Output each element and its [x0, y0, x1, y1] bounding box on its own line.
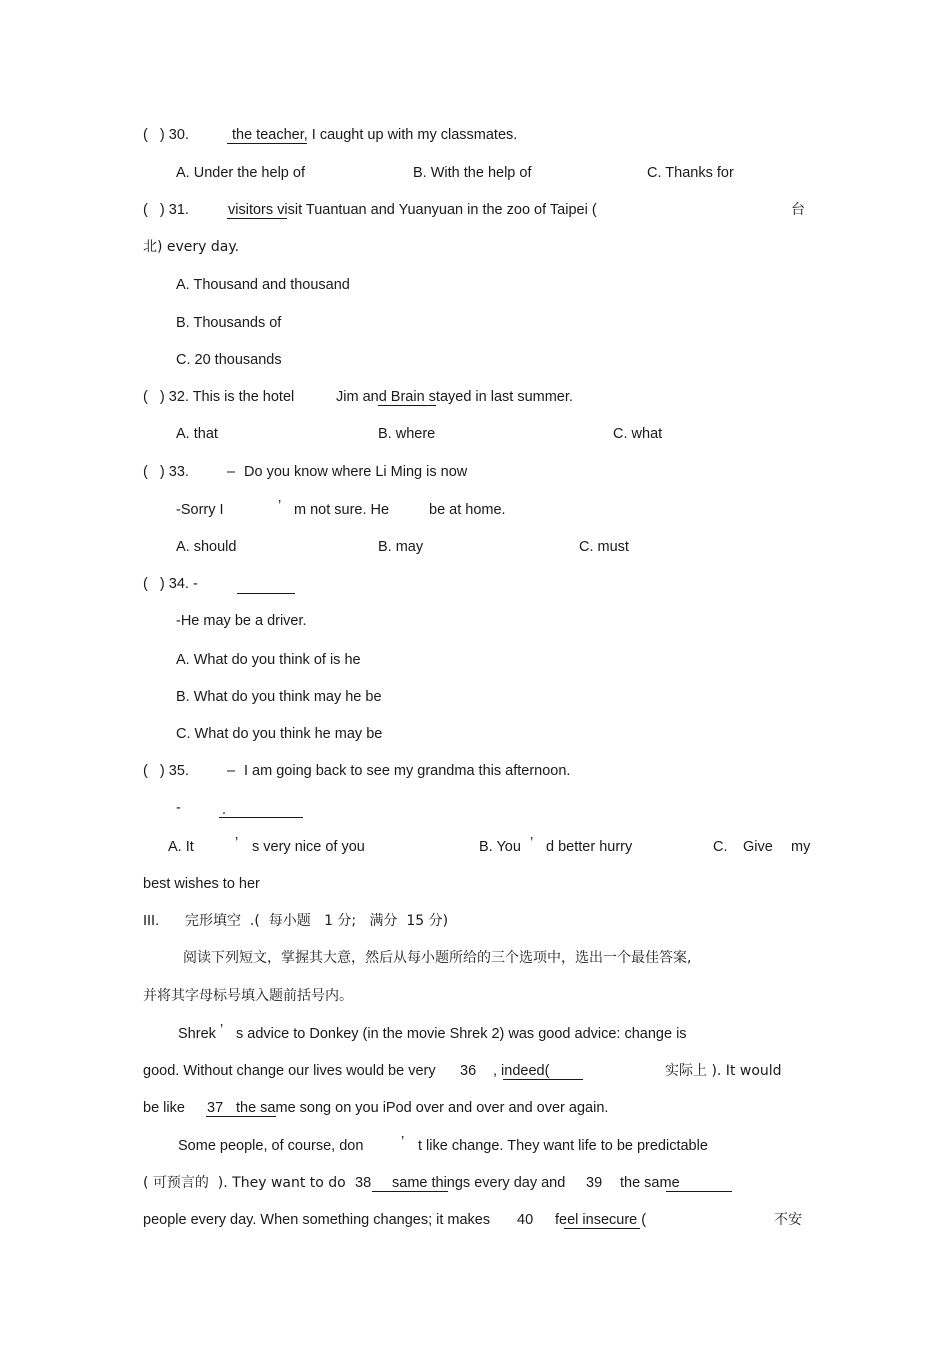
- q32-stem: Jim and Brain stayed in last summer.: [336, 389, 573, 405]
- q30-number: ( ) 30.: [143, 127, 189, 143]
- q34-option-b: B. What do you think may he be: [176, 689, 382, 705]
- q35-reply-dot: .: [222, 802, 227, 818]
- q35-number: ( ) 35.: [143, 763, 189, 779]
- q32-option-b: B. where: [378, 426, 436, 442]
- q35-stem: I am going back to see my grandma this afternoon.: [244, 763, 571, 779]
- q34-number: ( ) 34. -: [143, 576, 198, 592]
- section-instruction-line1: 阅读下列短文，掌握其大意，然后从每小题所给的三个选项中，选出一个最佳答案,: [183, 950, 692, 966]
- q31-blank: [227, 218, 287, 219]
- q35-blank: [219, 817, 303, 818]
- passage-line2-middle: , indeed(: [493, 1063, 550, 1079]
- passage-line2-start: good. Without change our lives would be very: [143, 1063, 436, 1079]
- q33-option-c: C. must: [579, 539, 629, 555]
- q33-stem: Do you know where Li Ming is now: [244, 464, 468, 480]
- passage-line6-middle: feel insecure (: [555, 1212, 647, 1228]
- passage-line4-apostrophe: ’: [401, 1134, 405, 1150]
- q31-cjk-tai: 台: [791, 202, 805, 218]
- q30-blank: [227, 143, 307, 144]
- q33-option-b: B. may: [378, 539, 424, 555]
- q32-option-a: A. that: [176, 426, 218, 442]
- q35-option-c-word2: my: [791, 839, 811, 855]
- passage-line1-end: s advice to Donkey (in the movie Shrek 2) was good advice: change is: [236, 1026, 687, 1042]
- passage-line5-end: the same: [620, 1175, 680, 1191]
- blank-number-37: 37: [207, 1100, 224, 1116]
- q31-number: ( ) 31.: [143, 202, 189, 218]
- passage-line1-apostrophe: ’: [220, 1022, 224, 1038]
- q30-stem: the teacher, I caught up with my classmates.: [232, 127, 518, 143]
- q31-stem: visitors visit Tuantuan and Yuanyuan in the zoo of Taipei (: [228, 202, 597, 218]
- q35-option-c-word1: Give: [743, 839, 773, 855]
- q34-reply: -He may be a driver.: [176, 613, 307, 629]
- blank-number-40: 40: [517, 1212, 534, 1228]
- q31-option-a: A. Thousand and thousand: [176, 277, 350, 293]
- q33-apostrophe: ’: [278, 498, 282, 514]
- q35-option-b-end: d better hurry: [546, 839, 633, 855]
- q33-option-a: A. should: [176, 539, 237, 555]
- passage-line4-start: Some people, of course, don: [178, 1138, 364, 1154]
- blank-40-underline: [564, 1228, 640, 1229]
- blank-36-underline: [503, 1079, 583, 1080]
- q35-option-a-end: s very nice of you: [252, 839, 365, 855]
- blank-number-36: 36: [460, 1063, 477, 1079]
- q33-reply-middle: m not sure. He: [294, 502, 390, 518]
- q35-option-b-apostrophe: ’: [530, 835, 534, 851]
- passage-line5-start: ( 可预言的 ). They want to do: [143, 1175, 346, 1191]
- q35-option-a-apostrophe: ’: [235, 835, 239, 851]
- blank-37-underline: [206, 1116, 276, 1117]
- q31-continuation: 北) every day.: [143, 239, 240, 255]
- passage-line3-end: the same song on you iPod over and over and over again.: [236, 1100, 609, 1116]
- blank-38-underline: [372, 1191, 448, 1192]
- q35-option-c-letter: C.: [713, 839, 728, 855]
- q30-option-a: A. Under the help of: [176, 165, 305, 181]
- q35-reply-dash: -: [176, 800, 181, 816]
- passage-line4-end: t like change. They want life to be predictable: [418, 1138, 708, 1154]
- passage-line1-start: Shrek: [178, 1026, 216, 1042]
- q30-option-c: C. Thanks for: [647, 165, 734, 181]
- section-number: III.: [143, 913, 160, 929]
- section-title: 完形填空 .( 每小题 1 分; 满分 15 分): [185, 913, 449, 929]
- q35-option-c-continuation: best wishes to her: [143, 876, 260, 892]
- q33-reply-start: -Sorry I: [176, 502, 224, 518]
- q31-option-b: B. Thousands of: [176, 315, 282, 331]
- q35-option-b-start: B. You: [479, 839, 521, 855]
- q35-option-a-start: A. It: [168, 839, 194, 855]
- q33-reply-end: be at home.: [429, 502, 506, 518]
- blank-number-39: 39: [586, 1175, 603, 1191]
- q35-dash: –: [227, 763, 236, 779]
- q34-option-a: A. What do you think of is he: [176, 652, 361, 668]
- q32-number: ( ) 32. This is the hotel: [143, 389, 295, 405]
- passage-line6-end: 不安: [774, 1212, 802, 1228]
- q31-option-c: C. 20 thousands: [176, 352, 282, 368]
- blank-number-38: 38: [355, 1175, 372, 1191]
- q33-dash: –: [227, 464, 236, 480]
- passage-line6-start: people every day. When something changes; it makes: [143, 1212, 491, 1228]
- q30-option-b: B. With the help of: [413, 165, 532, 181]
- passage-line3-start: be like: [143, 1100, 185, 1116]
- q32-blank: [378, 405, 436, 406]
- q33-number: ( ) 33.: [143, 464, 189, 480]
- blank-39-underline: [666, 1191, 732, 1192]
- section-instruction-line2: 并将其字母标号填入题前括号内。: [143, 988, 353, 1004]
- q32-option-c: C. what: [613, 426, 663, 442]
- passage-line2-end: 实际上 ). It would: [665, 1063, 782, 1079]
- q34-option-c: C. What do you think he may be: [176, 726, 383, 742]
- passage-line5-middle: same things every day and: [392, 1175, 566, 1191]
- q34-blank: [237, 593, 295, 594]
